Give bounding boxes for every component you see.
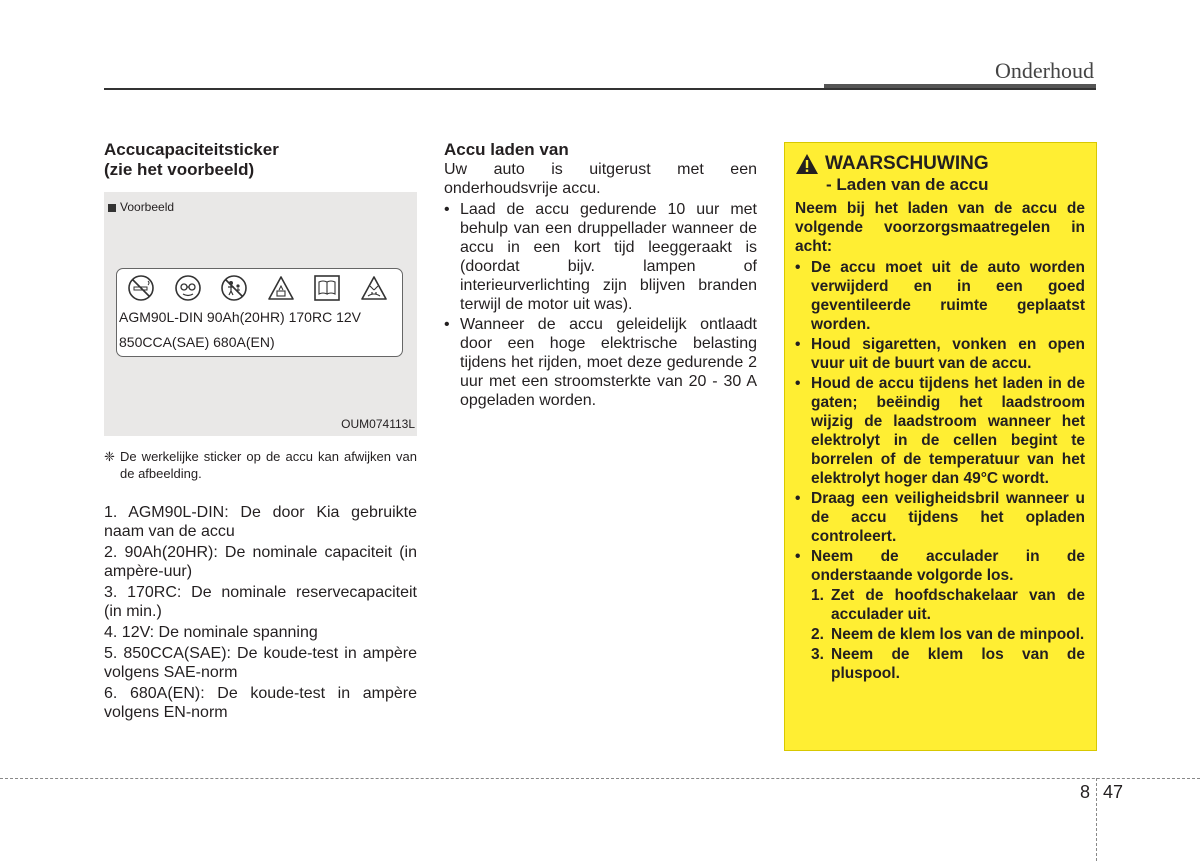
warning-intro: Neem bij het laden van de accu de volgende voorzorgsmaatregelen in acht: — [795, 200, 1085, 255]
warning-triangle-icon — [795, 153, 819, 175]
left-column — [104, 140, 417, 724]
bullet-mark: • — [795, 375, 801, 392]
sticker-heading-line-2: (zie het voorbeeld) — [104, 160, 255, 179]
bullet-mark: • — [795, 548, 801, 565]
page-number: 47 — [1103, 782, 1124, 802]
battery-sticker-figure — [104, 192, 417, 436]
bullet-text: Draag een veiligheidsbril wanneer u de accu tijdens het opladen controleert. — [811, 490, 1085, 545]
sticker-legend-list — [104, 503, 417, 722]
figure-code: OUM074113L — [341, 417, 415, 431]
explosive-gas-icon — [267, 274, 295, 302]
figure-label-text: Voorbeeld — [120, 200, 175, 214]
sticker-heading — [104, 140, 417, 180]
list-item — [795, 374, 1085, 488]
figure-footnote — [104, 448, 417, 482]
sticker-text-line-1: AGM90L-DIN 90Ah(20HR) 170RC 12V — [119, 309, 361, 325]
sticker-heading-line-1: Accucapaciteitsticker — [104, 140, 279, 159]
charging-bullets — [444, 200, 757, 410]
bullet-mark: • — [444, 201, 450, 218]
step-number: 2. — [811, 626, 824, 643]
step-text: Neem de klem los van de minpool. — [831, 626, 1085, 643]
bullet-text: Houd sigaretten, vonken en open vuur uit de buurt van de accu. — [811, 336, 1085, 372]
acid-warning-icon — [360, 274, 388, 302]
page-section-title: Onderhoud — [995, 58, 1094, 83]
list-item — [811, 645, 1085, 683]
bullet-text: Neem de acculader in de onderstaande volgorde los. — [811, 548, 1085, 584]
read-manual-icon — [313, 274, 341, 302]
step-number: 1. — [811, 587, 824, 604]
bullet-mark: • — [795, 336, 801, 353]
warning-subtitle: - Laden van de accu — [826, 175, 989, 194]
middle-column — [444, 140, 757, 411]
warning-title-text: WAARSCHUWING — [825, 153, 989, 174]
eye-protection-icon — [174, 274, 202, 302]
charging-intro: Uw auto is uitgerust met een onderhoudsvrije accu. — [444, 161, 757, 197]
header-rule — [104, 88, 1096, 90]
list-item — [795, 258, 1085, 334]
bullet-text: Houd de accu tijdens het laden in de gaten; beëindig het laadstroom wijzig de laadstroom wanneer het elektrolyt in de cellen begint te borrelen of de temperatuur van het elektrolyt hoger dan 49°C wordt. — [811, 375, 1085, 487]
footer-rule — [0, 778, 1200, 779]
bullet-text: Wanneer de accu geleidelijk ontlaadt door een hoge elektrische belasting tijdens het rijden, moet deze gedurende 2 uur met een stroomsterkte van 20 - 30 A opgeladen worden. — [460, 316, 757, 409]
footnote-mark: ❈ — [104, 449, 115, 464]
step-text: Zet de hoofdschakelaar van de acculader uit. — [831, 587, 1085, 623]
square-bullet-icon — [108, 204, 116, 212]
battery-sticker — [116, 268, 403, 357]
bullet-text: De accu moet uit de auto worden verwijderd en in een goed geventileerde ruimte geplaatst worden. — [811, 259, 1085, 333]
list-item — [795, 489, 1085, 546]
step-text: Neem de klem los van de pluspool. — [831, 646, 1085, 682]
list-item: 6. 680A(EN): De koude-test in ampère volgens EN-norm — [104, 685, 417, 721]
list-item: 2. 90Ah(20HR): De nominale capaciteit (in ampère-uur) — [104, 544, 417, 580]
sticker-text-line-2: 850CCA(SAE) 680A(EN) — [119, 334, 275, 350]
list-item — [811, 586, 1085, 624]
no-smoking-icon — [127, 274, 155, 302]
bullet-mark: • — [795, 259, 801, 276]
list-item — [795, 547, 1085, 585]
keep-away-children-icon — [220, 274, 248, 302]
list-item: 5. 850CCA(SAE): De koude-test in ampère volgens SAE-norm — [104, 645, 417, 681]
warning-title — [795, 153, 1085, 175]
footer-divider — [1096, 778, 1097, 861]
disconnect-steps — [795, 586, 1085, 683]
bullet-mark: • — [444, 316, 450, 333]
charging-heading: Accu laden van — [444, 140, 569, 159]
list-item: 1. AGM90L-DIN: De door Kia gebruikte naam van de accu — [104, 504, 417, 540]
footnote-text: De werkelijke sticker op de accu kan afwijken van de afbeelding. — [120, 449, 417, 481]
list-item — [795, 335, 1085, 373]
warning-box — [784, 142, 1097, 751]
list-item — [811, 625, 1085, 644]
list-item — [444, 315, 757, 410]
list-item: 3. 170RC: De nominale reservecapaciteit (in min.) — [104, 584, 417, 620]
warning-bullets — [795, 258, 1085, 585]
list-item — [444, 200, 757, 314]
bullet-mark: • — [795, 490, 801, 507]
figure-label — [108, 198, 174, 217]
list-item: 4. 12V: De nominale spanning — [104, 624, 318, 641]
sticker-icons — [117, 269, 402, 302]
step-number: 3. — [811, 646, 824, 663]
bullet-text: Laad de accu gedurende 10 uur met behulp van een druppellader wanneer de accu in een kort tijd leeggeraakt is (doordat bijv. lampen of interieurverlichting zijn blijven branden terwijl de motor uit was). — [460, 201, 757, 313]
chapter-number: 8 — [1080, 782, 1091, 802]
